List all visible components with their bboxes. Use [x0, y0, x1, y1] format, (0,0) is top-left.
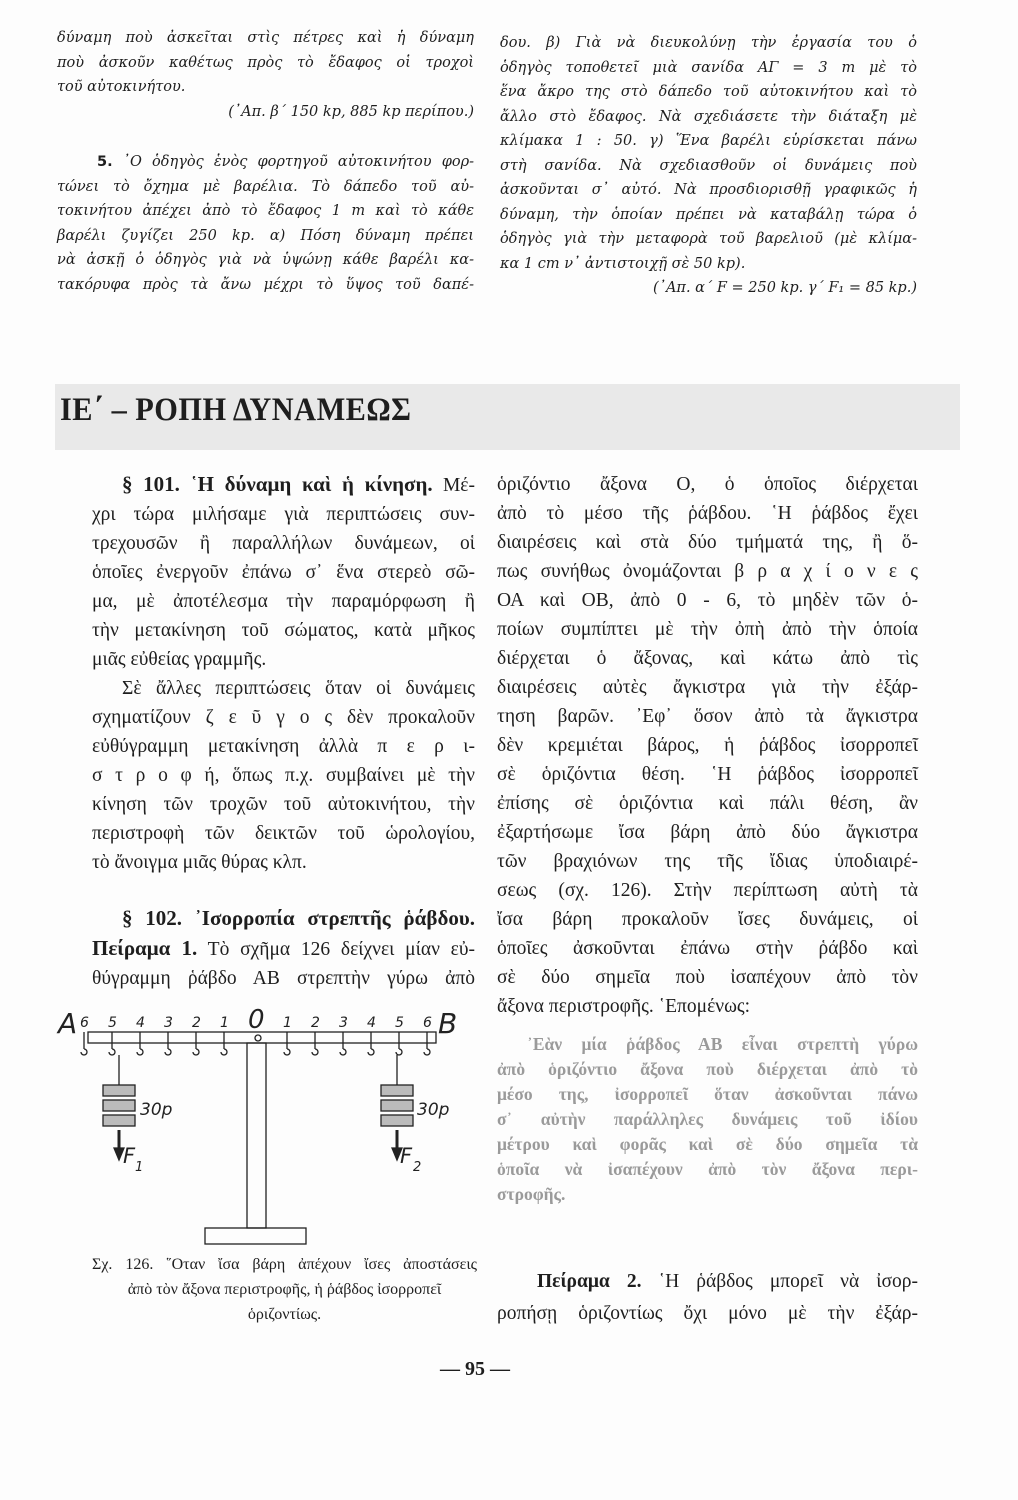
left-2-hook-icon: [193, 1049, 199, 1055]
chapter-heading: ΙΕ΄ – ΡΟΠΗ ΔΥΝΑΜΕΩΣ: [60, 392, 412, 428]
text-line: τώνει τὸ ὄχημα μὲ βαρέλια. Τὸ δάπεδο τοῦ αὐ-: [57, 178, 474, 195]
stand-base: [205, 1228, 306, 1244]
text-span: κίνηση τῶν τροχῶν τοῦ αὐτοκινήτου, τὴν: [92, 794, 475, 815]
text-line: σεως (σχ. 126). Στὴν περίπτωση αὐτὴ τὰ: [497, 880, 918, 901]
text-span: σ τ ρ ο φ ή, ὅπως π.χ. συμβαίνει μὲ τὴν: [92, 765, 475, 786]
text-line: ποὺ ἀσκοῦν καθέτως πρὸς τὸ ἔδαφος οἱ τροχοὶ: [57, 54, 474, 71]
text-line: τοῦ αὐτοκινήτου.: [57, 79, 186, 95]
force-f1-subscript: 1: [135, 1160, 144, 1175]
right-tick-label: 3: [339, 1015, 348, 1031]
left-tick-label: 3: [164, 1015, 173, 1031]
text-line: διέρχεται ὁ ἄξονας, καὶ κάτω ἀπὸ τὶς: [497, 648, 918, 669]
pivot-axis-icon: [255, 1035, 261, 1041]
left-1-hook-icon: [221, 1049, 227, 1055]
text-line: ΟΑ καὶ ΟΒ, ἀπὸ 0 - 6, τὸ μηδὲν τῶν ὁ-: [497, 590, 918, 611]
text-span: χρι τώρα μιλήσαμε γιὰ περιπτώσεις συν-: [92, 504, 475, 525]
text-span: τρεχουσῶν ἢ παραλλήλων δυνάμεων, οἱ: [92, 533, 475, 554]
left-tick-label: 1: [220, 1015, 229, 1031]
text-line: δύναμη ποὺ ἀσκεῖται στὶς πέτρες καὶ ἡ δύναμη: [57, 30, 474, 46]
left-tick-label: 2: [192, 1015, 201, 1031]
left-3-hook-icon: [165, 1049, 171, 1055]
text-line: ὁποῖες ἀσκοῦνται ἐπάνω στὴν ῥάβδο καὶ: [497, 938, 918, 959]
text-span: θύγραμμη ῥάβδο ΑΒ στρεπτὴν γύρω ἀπὸ: [92, 968, 475, 989]
text-span: Σὲ ἄλλες περιπτώσεις ὅταν οἱ δυνάμεις: [122, 678, 475, 699]
principle-line: σ᾽ αὐτὴν παράλληλες δυνάμεις τοῦ ἰδίου: [497, 1109, 918, 1129]
text-line: βαρέλι ζυγίζει 250 kp. α) Πόση δύναμη πρέπει: [57, 227, 474, 244]
text-span: ῾Η ῥάβδος μπορεῖ νὰ ἰσορ-: [641, 1271, 918, 1292]
text-span: τὸ ἄνοιγμα μιᾶς θύρας κλπ.: [92, 852, 307, 873]
text-line: ποίων συμπίπτει μὲ τὴν ὀπὴ ἀπὸ τὴν ὁποία: [497, 619, 918, 640]
text-line: ἕνα ἄκρο της στὸ δάπεδο τοῦ αὐτοκινήτου καὶ τὸ: [500, 84, 917, 100]
weight-left-label: 30p: [140, 1100, 173, 1120]
text-line: ὁριζόντιο ἄξονα Ο, ὁ ὁποῖος διέρχεται: [497, 474, 918, 495]
text-line: διαιρέσεις αὐτὲς ἄγκιστρα γιὰ τὴν ἐξάρ-: [497, 677, 918, 698]
text-span: σχηματίζουν ζ ε ῦ γ ο ς δὲν προκαλοῦν: [92, 707, 475, 728]
text-line: στὴ σανίδα. Νὰ σχεδιασθοῦν οἱ δυνάμεις ποὺ: [500, 157, 917, 174]
text-line: ἄξονα περιστροφῆς. ῾Επομένως:: [497, 996, 751, 1017]
section-heading: Πείραμα 1.: [92, 936, 198, 960]
right-tick-label: 6: [423, 1015, 432, 1031]
text-line: διαιρέσεις καὶ στὰ δύο τμήματά της, ἢ ὅ-: [497, 532, 918, 553]
principle-line: ᾽Εὰν μία ῥάβδος ΑΒ εἶναι στρεπτὴ γύρω: [527, 1034, 918, 1054]
section-heading: § 101. ῾Η δύναμη καὶ ἡ κίνηση.: [122, 472, 433, 496]
text-line: ἴσα βάρη προκαλοῦν ἴσες δυνάμεις, οἱ: [497, 909, 918, 930]
left-weight-disc: [103, 1085, 135, 1096]
text-span: ὁποῖες ἐνεργοῦν ἐπάνω σ᾽ ἕνα στερεὸ σῶ-: [92, 562, 475, 583]
text-line: σὲ δύο σημεῖα ποὺ ἰσαπέχουν ἀπὸ τὸν: [497, 967, 918, 988]
right-tick-label: 4: [367, 1015, 376, 1031]
text-line: κλίμακα 1 : 50. γ) Ἕνα βαρέλι εὑρίσκεται πάνω: [500, 133, 917, 149]
answer-line: (᾽Απ. α΄ F = 250 kp. γ΄ F₁ = 85 kp.): [653, 280, 917, 296]
right-tick-label: 5: [395, 1015, 404, 1031]
text-line: ὁδηγὸς τοποθετεῖ μιὰ σανίδα ΑΓ = 3 m μὲ τὸ: [500, 59, 917, 76]
text-line: ἐπίσης σὲ ὁριζόντια καὶ πάλι θέση, ἂν: [497, 793, 918, 814]
problem-number: 5.: [97, 154, 113, 170]
page-number: — 95 —: [440, 1358, 510, 1380]
text-span: Τὸ σχῆμα 126 δείχνει μίαν εὐ-: [197, 939, 475, 960]
label-b: B: [438, 1007, 458, 1040]
text-line: σὲ ὁριζόντια θέση. ῾Η ῥάβδος ἰσορροπεῖ: [497, 764, 918, 785]
text-line: ροπήσῃ ὁριζοντίως ὄχι μόνο μὲ τὴν ἐξάρ-: [497, 1303, 918, 1324]
right-5-hook-icon: [396, 1049, 402, 1055]
caption-line: ὁριζοντίως.: [247, 1306, 322, 1323]
left-tick-label: 5: [108, 1015, 117, 1031]
text-span: ᾽Ο ὁδηγὸς ἑνὸς φορτηγοῦ αὐτοκινήτου φορ-: [122, 154, 475, 170]
text-line: ἀσκοῦνται σ᾽ αὐτό. Νὰ προσδιορισθῇ γραφικῶς ἡ: [500, 182, 917, 198]
text-span: μιᾶς εὐθείας γραμμῆς.: [92, 649, 267, 670]
force-f2-subscript: 2: [413, 1160, 422, 1175]
text-line: νὰ ἀσκῇ ὁ ὁδηγὸς γιὰ νὰ ὑψώνῃ κάθε βαρέλι κα-: [57, 252, 474, 268]
right-3-hook-icon: [340, 1049, 346, 1055]
caption-line: ἀπὸ τὸν ἄξονα περιστροφῆς, ἡ ῥάβδος ἰσορροπεῖ: [127, 1281, 442, 1298]
force-f1-label: F: [123, 1144, 136, 1168]
text-span: τὴν μετακίνηση τοῦ σώματος, κατὰ μῆκος: [92, 620, 475, 641]
principle-line: μέσο της, ἰσορροπεῖ ὅταν ἀσκοῦνται πάνω: [497, 1084, 918, 1104]
experiment-2-label: Πείραμα 2.: [537, 1271, 642, 1292]
right-4-hook-icon: [368, 1049, 374, 1055]
label-a: A: [58, 1007, 78, 1040]
right-weight-disc: [381, 1100, 413, 1111]
text-line: πως συνήθως ὀνομάζονται β ρ α χ ί ο ν ε ς: [497, 561, 918, 582]
figure-caption: [92, 1252, 477, 1327]
principle-line: ὁποῖα νὰ ἰσαπέχουν ἀπὸ τὸν ἄξονα περι-: [497, 1159, 918, 1179]
right-weight-disc: [381, 1115, 413, 1126]
text-line: δὲν κρεμιέται βάρος, ἡ ῥάβδος ἰσορροπεῖ: [497, 735, 918, 756]
text-line: τηση βαρῶν. ᾽Εφ᾽ ὅσον ἀπὸ τὰ ἄγκιστρα: [497, 706, 918, 727]
left-weight-disc: [103, 1100, 135, 1111]
text-line: τοκινήτου ἀπέχει ἀπὸ τὸ ἔδαφος 1 m καὶ τὸ κάθε: [57, 203, 474, 219]
principle-line: μέτρου καὶ φορᾶς καὶ σὲ δύο σημεῖα τὰ: [497, 1134, 918, 1154]
label-o: 0: [248, 1005, 265, 1035]
text-line: δύναμη, τὴν ὁποίαν πρέπει νὰ καταβάλῃ τώρα ὁ: [500, 206, 917, 223]
stand-post: [247, 1043, 266, 1228]
left-4-hook-icon: [137, 1049, 143, 1055]
text-line: ἀπὸ τὸ μέσο τῆς ῥάβδου. ῾Η ῥάβδος ἔχει: [497, 503, 918, 524]
caption-line: Σχ. 126. ῞Οταν ἴσα βάρη ἀπέχουν ἴσες ἀποστάσεις: [92, 1256, 477, 1273]
text-span: μα, μὲ ἀποτέλεσμα τὴν παραμόρφωση ἢ: [92, 591, 475, 612]
principle-line: ἀπὸ ὁριζόντιο ἄξονα ποὺ διέρχεται ἀπὸ τὸ: [497, 1059, 918, 1079]
text-line: ἐξαρτήσωμε ἴσα βάρη ἀπὸ δύο ἄγκιστρα: [497, 822, 918, 843]
left-5-hook-icon: [109, 1049, 115, 1055]
left-tick-label: 6: [80, 1015, 89, 1031]
text-line: κα 1 cm ν᾽ ἀντιστοιχῇ σὲ 50 kp).: [500, 255, 746, 272]
left-tick-label: 4: [136, 1015, 145, 1031]
text-span: περιστροφὴ τῶν δεικτῶν τοῦ ὡρολογίου,: [92, 823, 475, 844]
answer-line: (᾽Απ. β΄ 150 kp, 885 kp περίπου.): [228, 103, 474, 120]
text-line: ἄλλο στὸ ἔδαφος. Νὰ σχεδιάσετε τὴν διάταξη μὲ: [500, 108, 917, 125]
text-line: τῶν βραχιόνων της τῆς ἴδιας ὑποδιαιρέ-: [497, 851, 918, 872]
weight-right-label: 30p: [417, 1100, 450, 1120]
right-weight-disc: [381, 1085, 413, 1096]
text-span: εὐθύγραμμη μετακίνηση ἀλλὰ π ε ρ ι-: [92, 736, 475, 757]
text-span: Μέ-: [432, 475, 475, 496]
force-f2-label: F: [400, 1144, 413, 1168]
section-heading: § 102. ᾽Ισορροπία στρεπτῆς ῥάβδου.: [122, 906, 475, 930]
text-line: δου. β) Γιὰ νὰ διευκολύνῃ τὴν ἐργασία του ὁ: [500, 35, 917, 51]
text-line: τακόρυφα πρὸς τὰ ἄνω μέχρι τὸ ὕψος τοῦ δαπέ-: [57, 276, 474, 293]
text-line: ὁδηγὸς γιὰ τὴν μεταφορὰ τοῦ βαρελιοῦ (μὲ κλίμα-: [500, 231, 917, 247]
right-tick-label: 1: [283, 1015, 292, 1031]
right-tick-label: 2: [311, 1015, 320, 1031]
left-weight-disc: [103, 1115, 135, 1126]
principle-line: στροφῆς.: [497, 1184, 566, 1204]
left-6-hook-icon: [81, 1049, 87, 1055]
right-2-hook-icon: [312, 1049, 318, 1055]
right-1-hook-icon: [284, 1049, 290, 1055]
right-6-hook-icon: [424, 1049, 430, 1055]
